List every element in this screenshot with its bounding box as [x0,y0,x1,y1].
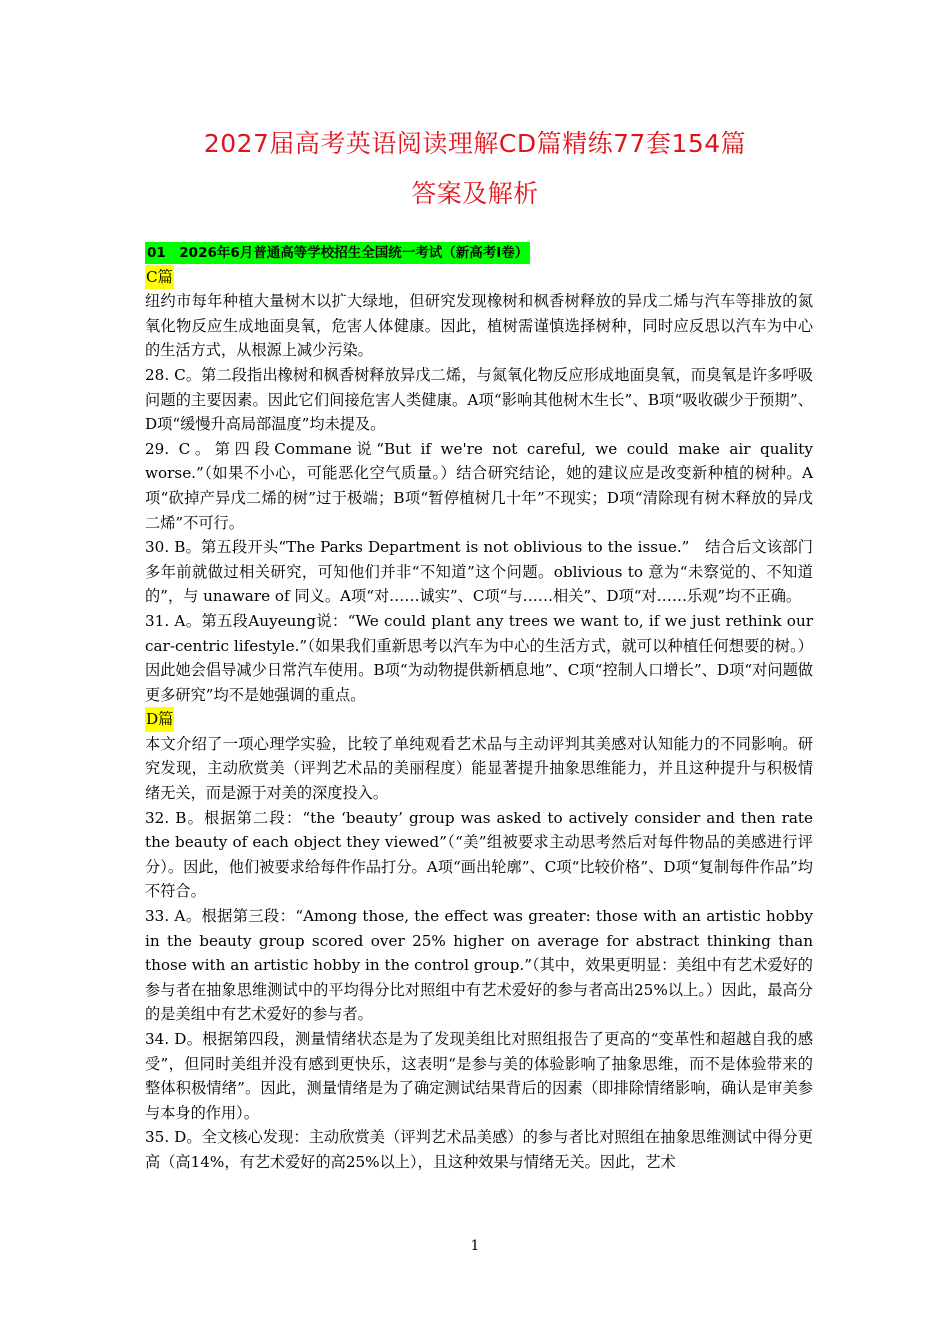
document-body [145,240,813,1175]
passage-d-label: D篇 [145,707,174,732]
answer-33: 33. A。根据第三段：“Among those, the effect was greater: those with an artistic hobby in the beauty group scored over 25% higher on average for abstract thinking than those with an artistic hobby in the control group.”（其中，效果更明显：美组中有艺术爱好的参与者在抽象思维测试中的平均得分比对照组中有艺术爱好的参与者高出25%以上。）因此，最高分的是美组中有艺术爱好的参与者。 [145,907,813,1024]
answer-31: 31. A。第五段Auyeung说：“We could plant any trees we want to, if we just rethink our car-centric lifestyle.”（如果我们重新思考以汽车为中心的生活方式，就可以种植任何想要的树。）因此她会倡导减少日常汽车使用。B项“为动物提供新栖息地”、C项“控制人口增长”、D项“对问题做更多研究”均不是她强调的重点。 [145,611,813,704]
passage-c-summary: 纽约市每年种植大量树木以扩大绿地，但研究发现橡树和枫香树释放的异戊二烯与汽车等排放的氮氧化物反应生成地面臭氧，危害人体健康。因此，植树需谨慎选择树种，同时应反思以汽车为中心的生活方式，从根源上减少污染。 [145,292,813,360]
answer-35: 35. D。全文核心发现：主动欣赏美（评判艺术品美感）的参与者比对照组在抽象思维测试中得分更高（高14%，有艺术爱好的高25%以上），且这种效果与情绪无关。因此，艺术 [145,1128,813,1171]
answer-34: 34. D。根据第四段，测量情绪状态是为了发现美组比对照组报告了更高的“变革性和超越自我的感受”，但同时美组并没有感到更快乐，这表明“是参与美的体验影响了抽象思维，而不是体验带来的整体积极情绪”。因此，测量情绪是为了确定测试结果背后的因素（即排除情绪影响，确认是审美参与本身的作用）。 [145,1030,813,1122]
passage-d-summary: 本文介绍了一项心理学实验，比较了单纯观看艺术品与主动评判其美感对认知能力的不同影响。研究发现，主动欣赏美（评判艺术品的美丽程度）能显著提升抽象思维能力，并且这种提升与积极情绪无关，而是源于对美的深度投入。 [145,734,813,803]
answer-29: 29. C。第四段Commane说“But if we're not careful, we could make air quality worse.”（如果不小心，可能恶化空气质量。）结合研究结论，她的建议应是改变新种植的树种。A项“砍掉产异戊二烯的树”过于极端；B项“暂停植树几十年”不现实；D项“清除现有树木释放的异戊二烯”不可行。 [145,439,813,532]
answer-32: 32. B。根据第二段：“the ‘beauty’ group was asked to actively consider and then rate the beauty of each object they viewed”（“美”组被要求主动思考然后对每件物品的美感进行评分）。因此，他们被要求给每件作品打分。A项“画出轮廓”、C项“比较价格”、D项“复制每件作品”均不符合。 [145,808,813,901]
passage-c-label: C篇 [145,265,174,290]
section-header: 01 2026年6月普通高等学校招生全国统一考试（新高考I卷） [145,242,530,264]
document-subtitle: 答案及解析 [411,179,539,208]
page-number: 1 [470,1238,480,1254]
document-title: 2027届高考英语阅读理解CD篇精练77套154篇 [203,129,747,158]
answer-30: 30. B。第五段开头“The Parks Department is not oblivious to the issue.” 结合后文该部门多年前就做过相关研究，可知他们并非“不知道”这个问题。oblivious to 意为“未察觉的、不知道的”，与 unaware of 同义。A项“对……诚实”、C项“与……相关”、D项“对……乐观”均不正确。 [145,538,813,606]
answer-28: 28. C。第二段指出橡树和枫香树释放异戊二烯，与氮氧化物反应形成地面臭氧，而臭氧是许多呼吸问题的主要因素。因此它们间接危害人类健康。A项“影响其他树木生长”、B项“吸收碳少于预期”、D项“缓慢升高局部温度”均未提及。 [145,365,813,434]
